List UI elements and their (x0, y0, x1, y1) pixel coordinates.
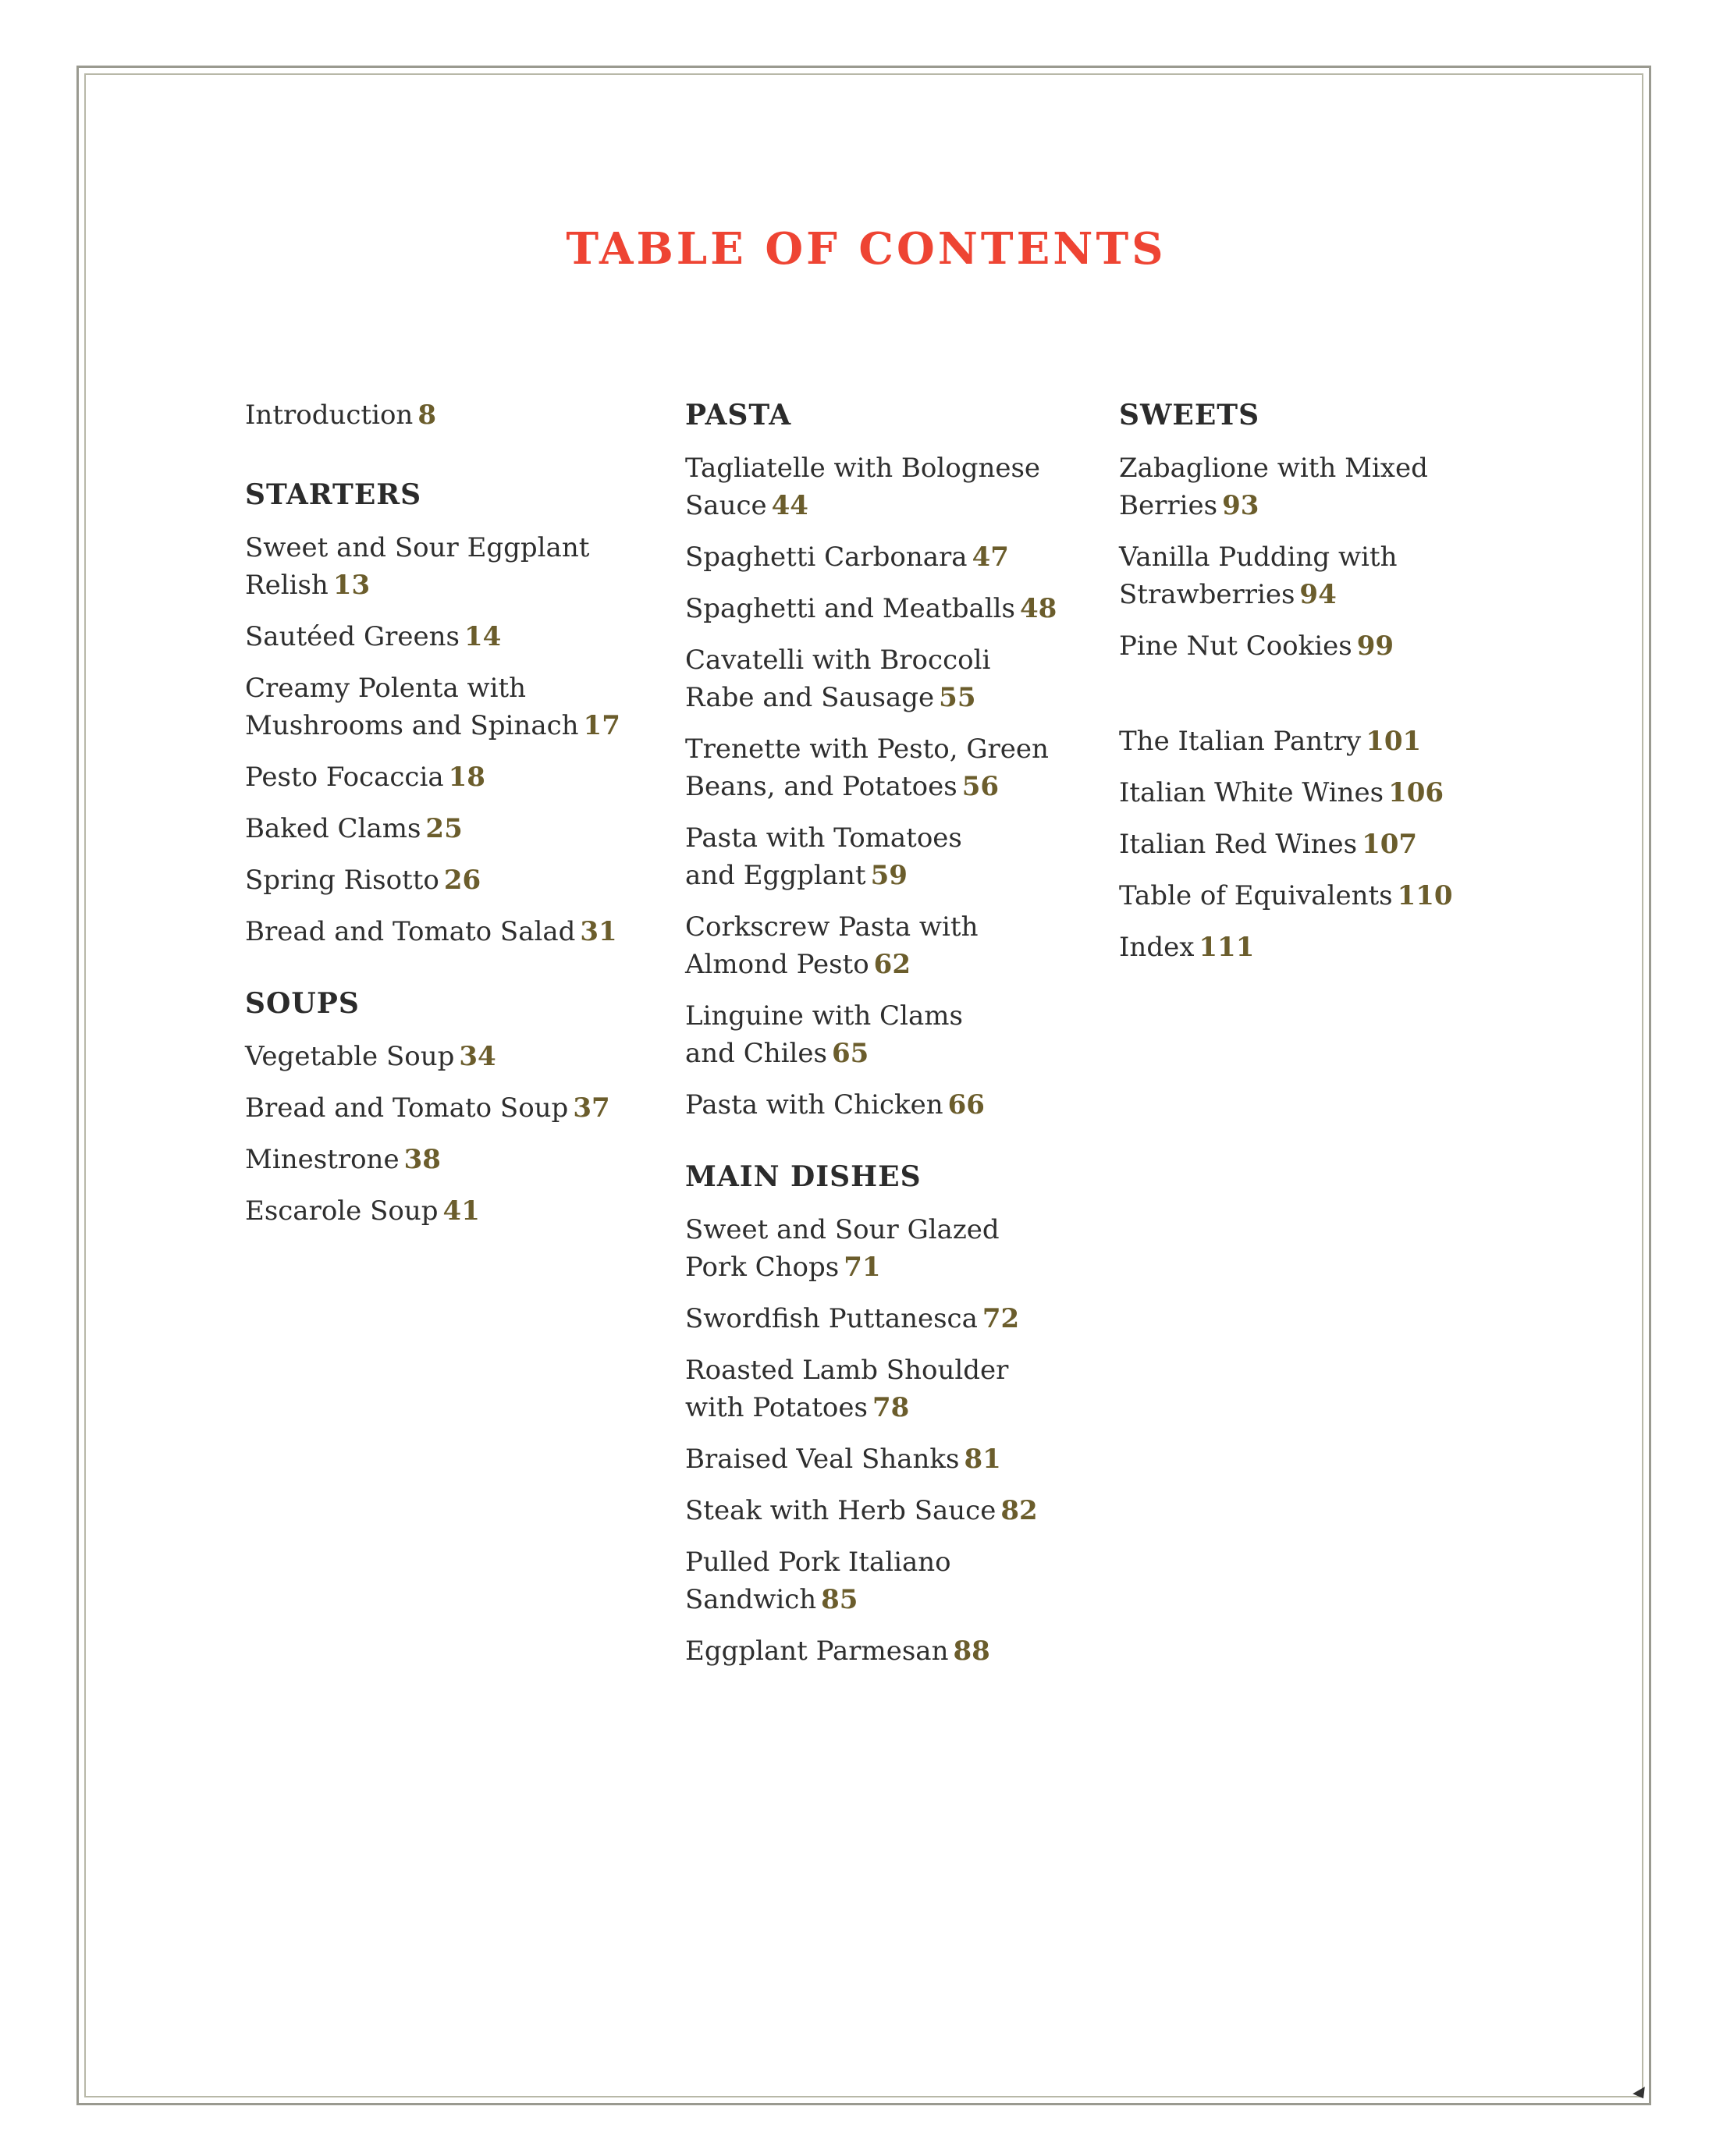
toc-entry[interactable] (685, 1351, 1122, 1426)
toc-entry[interactable] (685, 1300, 1122, 1337)
section-heading: MAIN DISHES (685, 1160, 922, 1193)
page-number: 94 (1299, 579, 1337, 610)
toc-entry[interactable] (685, 590, 1122, 627)
section-heading: PASTA (685, 399, 792, 432)
toc-entry[interactable] (245, 913, 682, 950)
page-number: 88 (953, 1636, 990, 1667)
toc-entry[interactable] (245, 861, 682, 899)
page-number: 48 (1019, 593, 1057, 624)
entry-label: Sweet and Sour Glazed (685, 1214, 1000, 1245)
entry-label: Spring Risotto (245, 865, 439, 896)
entry-label: Spaghetti Carbonara (685, 542, 968, 573)
page-number: 13 (332, 570, 371, 601)
toc-entry[interactable] (685, 538, 1122, 576)
page-number: 34 (459, 1041, 496, 1072)
toc-entry-italian-white-wines[interactable] (1119, 774, 1556, 812)
page-number: 25 (425, 813, 463, 844)
toc-entry[interactable] (685, 1440, 1122, 1478)
toc-entry[interactable] (1119, 449, 1556, 524)
entry-label-cont: and Chiles (685, 1038, 827, 1069)
entry-label: Escarole Soup (245, 1195, 439, 1227)
entry-label: Vegetable Soup (245, 1041, 455, 1072)
page-number: 111 (1199, 932, 1255, 963)
entry-label: Cavatelli with Broccoli (685, 645, 991, 676)
page-number: 17 (583, 710, 620, 741)
page-number: 8 (417, 400, 436, 431)
entry-label: Pesto Focaccia (245, 762, 444, 793)
toc-entry[interactable] (685, 908, 1122, 983)
section-starters (245, 476, 682, 950)
section-heading: SWEETS (1119, 399, 1260, 432)
page-title: TABLE OF CONTENTS (566, 223, 1167, 275)
toc-entry[interactable] (685, 641, 1122, 716)
page-number: 85 (821, 1584, 858, 1615)
toc-entry[interactable] (685, 730, 1122, 805)
page-number: 31 (580, 916, 617, 947)
page-number: 62 (873, 949, 911, 980)
page-number: 66 (947, 1089, 985, 1121)
entry-label: Introduction (245, 400, 414, 431)
toc-entry-table-of-equivalents[interactable] (1119, 877, 1556, 915)
page-number: 72 (982, 1303, 1020, 1334)
entry-label-cont: Sandwich (685, 1584, 817, 1615)
page-number: 38 (403, 1144, 441, 1175)
entry-label-cont: Rabe and Sausage (685, 682, 935, 713)
section-main-dishes (685, 1158, 1122, 1670)
page-number: 99 (1356, 630, 1394, 662)
entry-label-cont: Berries (1119, 490, 1218, 521)
toc-column-3 (1119, 396, 1556, 980)
page-number: 41 (442, 1195, 480, 1227)
toc-entry[interactable] (245, 1141, 682, 1178)
page-number: 101 (1366, 726, 1422, 757)
page-number: 81 (964, 1444, 1001, 1475)
entry-label: Linguine with Clams (685, 1000, 963, 1032)
toc-entry[interactable] (1119, 627, 1556, 665)
entry-label: Baked Clams (245, 813, 421, 844)
entry-label: Steak with Herb Sauce (685, 1495, 996, 1526)
page-number: 56 (961, 771, 1000, 802)
entry-label: Bread and Tomato Salad (245, 916, 576, 947)
page-number: 47 (972, 542, 1009, 573)
entry-label-cont: Pork Chops (685, 1252, 840, 1283)
entry-label: Vanilla Pudding with (1119, 542, 1398, 573)
section-heading: STARTERS (245, 478, 422, 511)
toc-entry-italian-pantry[interactable] (1119, 723, 1556, 760)
entry-label: Pulled Pork Italiano (685, 1547, 951, 1578)
toc-entry-introduction[interactable] (245, 396, 682, 434)
entry-label: Spaghetti and Meatballs (685, 593, 1015, 624)
entry-label-cont: Strawberries (1119, 579, 1295, 610)
page-number: 110 (1397, 880, 1453, 911)
entry-label: Creamy Polenta with (245, 673, 527, 704)
entry-label: Zabaglione with Mixed (1119, 453, 1428, 484)
entry-label: Pasta with Tomatoes (685, 822, 962, 854)
entry-label: Italian Red Wines (1119, 829, 1358, 860)
page-number: 59 (870, 860, 908, 891)
toc-entry[interactable] (245, 1089, 682, 1127)
page-number: 55 (939, 682, 976, 713)
entry-label: Roasted Lamb Shoulder (685, 1355, 1009, 1386)
toc-column-2 (685, 396, 1122, 1704)
toc-entry[interactable] (685, 1211, 1122, 1286)
entry-label-cont: Beans, and Potatoes (685, 771, 957, 802)
toc-entry[interactable] (245, 810, 682, 847)
toc-entry[interactable] (685, 1543, 1122, 1618)
toc-entry[interactable] (685, 1086, 1122, 1124)
page-number: 18 (448, 762, 485, 793)
entry-label-cont: with Potatoes (685, 1392, 868, 1423)
entry-label: Tagliatelle with Bolognese (685, 453, 1041, 484)
toc-entry[interactable] (245, 618, 682, 655)
entry-label: The Italian Pantry (1119, 726, 1362, 757)
entry-label-cont: Almond Pesto (685, 949, 869, 980)
entry-label: Pine Nut Cookies (1119, 630, 1352, 662)
page-number: 44 (771, 490, 808, 521)
entry-label: Italian White Wines (1119, 777, 1384, 808)
page-number: 93 (1222, 490, 1259, 521)
misc-entries (1119, 723, 1556, 966)
page-number: 78 (872, 1392, 910, 1423)
toc-entry[interactable] (685, 997, 1122, 1072)
section-sweets (1119, 396, 1556, 665)
entry-label-cont: and Eggplant (685, 860, 866, 891)
entry-label: Braised Veal Shanks (685, 1444, 960, 1475)
toc-entry[interactable] (245, 1192, 682, 1230)
toc-entry[interactable] (245, 529, 682, 604)
page-number: 106 (1388, 777, 1444, 808)
entry-label: Eggplant Parmesan (685, 1636, 949, 1667)
section-heading: SOUPS (245, 987, 360, 1020)
section-pasta (685, 396, 1122, 1124)
entry-label: Pasta with Chicken (685, 1089, 943, 1121)
entry-label: Corkscrew Pasta with (685, 911, 979, 943)
toc-entry[interactable] (245, 670, 682, 744)
page-number: 65 (831, 1038, 869, 1069)
toc-entry[interactable] (685, 819, 1122, 894)
toc-entry-italian-red-wines[interactable] (1119, 826, 1556, 863)
toc-entry-index[interactable] (1119, 929, 1556, 966)
page-number: 107 (1362, 829, 1418, 860)
section-soups (245, 985, 682, 1230)
toc-entry[interactable] (685, 449, 1122, 524)
entry-label: Trenette with Pesto, Green (685, 733, 1049, 765)
entry-label: Table of Equivalents (1119, 880, 1393, 911)
page-number: 14 (464, 621, 502, 652)
entry-label: Sweet and Sour Eggplant (245, 532, 590, 563)
page-number: 71 (844, 1252, 881, 1283)
entry-label: Swordfish Puttanesca (685, 1303, 978, 1334)
toc-entry[interactable] (685, 1632, 1122, 1670)
toc-column-1 (245, 396, 682, 1264)
entry-label-cont: Relish (245, 570, 329, 601)
entry-label: Sautéed Greens (245, 621, 460, 652)
entry-label-cont: Mushrooms and Spinach (245, 710, 579, 741)
toc-entry[interactable] (245, 758, 682, 796)
toc-entry[interactable] (1119, 538, 1556, 613)
entry-label: Index (1119, 932, 1195, 963)
toc-entry[interactable] (245, 1038, 682, 1075)
page-number: 26 (443, 865, 481, 896)
entry-label-cont: Sauce (685, 490, 767, 521)
page-number: 82 (1000, 1495, 1038, 1526)
page-number: 37 (573, 1092, 610, 1124)
toc-entry[interactable] (685, 1492, 1122, 1529)
entry-label: Minestrone (245, 1144, 400, 1175)
entry-label: Bread and Tomato Soup (245, 1092, 569, 1124)
